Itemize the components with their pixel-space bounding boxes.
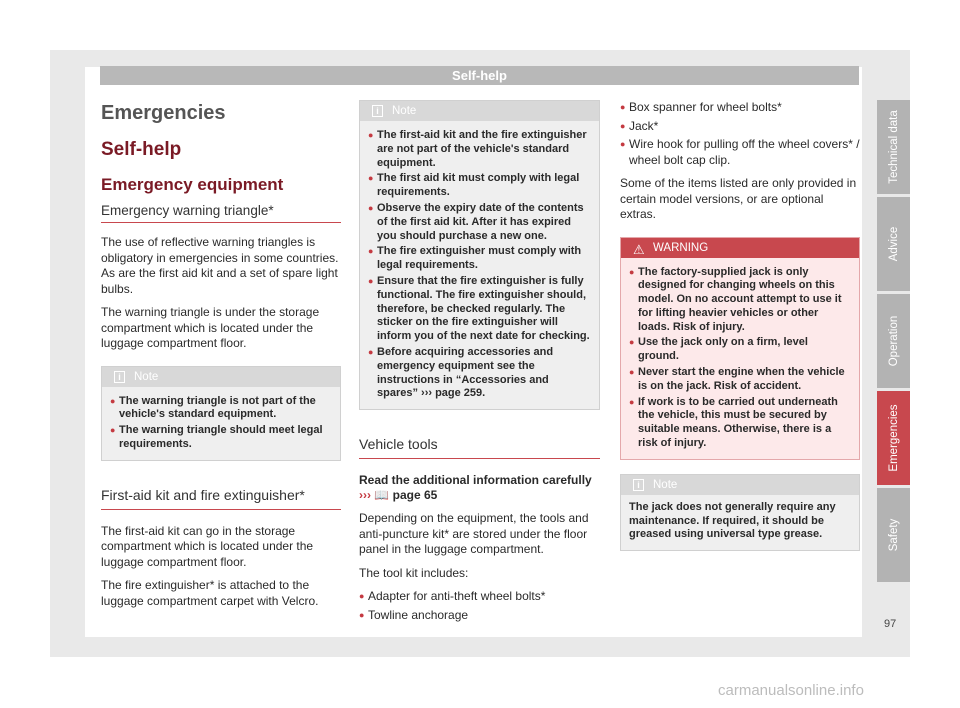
tab-emergencies[interactable] <box>877 391 910 485</box>
note-item: ● The warning triangle is not part of the vehicle's standard equipment. <box>110 395 332 423</box>
note-header <box>102 367 340 387</box>
column-2 <box>359 100 600 623</box>
note-item: ● The warning triangle should meet legal requirements. <box>110 424 332 452</box>
warning-item: ● Never start the engine when the vehicle is on the jack. Risk of accident. <box>629 366 851 394</box>
book-icon: 📖 <box>374 488 390 503</box>
paragraph: The first-aid kit can go in the storage compartment which is located under the luggage compartment floor. <box>101 523 314 569</box>
warning-title: WARNING <box>653 241 709 254</box>
list-item: ● Towline anchorage <box>359 608 600 624</box>
info-icon: i <box>633 479 644 491</box>
list-item: ● Box spanner for wheel bolts* <box>620 100 860 116</box>
info-icon: i <box>372 105 383 117</box>
note-box <box>101 366 341 461</box>
tab-technical-data[interactable] <box>877 100 910 194</box>
warning-item: ● If work is to be carried out underneath the vehicle, this must be secured by suitable means. Otherwise, there is a risk of injury. <box>629 396 851 451</box>
chapter-title: Emergencies <box>101 102 226 124</box>
watermark: carmanualsonline.info <box>718 682 864 699</box>
note-item: ● Observe the expiry date of the contents of the first aid kit. After it has expired you should purchase a new one. <box>368 202 591 243</box>
warning-header <box>621 238 859 258</box>
paragraph: The tool kit includes: <box>359 565 469 580</box>
section-heading: First-aid kit and fire extinguisher* <box>101 487 341 510</box>
warning-icon: ⚠ <box>633 241 645 257</box>
note-text: The jack does not generally require any maintenance. If required, it should be greased using universal type grease. <box>629 500 836 541</box>
chevron-right-icon: ››› <box>359 488 371 503</box>
list-item: ● Adapter for anti-theft wheel bolts* <box>359 589 600 605</box>
tab-label: Advice <box>887 226 900 262</box>
note-title: Note <box>134 370 159 383</box>
paragraph: The fire extinguisher* is attached to the luggage compartment carpet with Velcro. <box>101 578 319 608</box>
tab-label: Technical data <box>887 110 900 184</box>
section-title: Self-help <box>101 139 182 160</box>
read-more-text: Read the additional information carefully <box>359 473 592 488</box>
tab-operation[interactable] <box>877 294 910 388</box>
note-item: ● Ensure that the fire extinguisher is fully functional. The fire extinguisher should, therefore, be checked regularly. The sticker on the fire extinguisher will inform you of the next date for checking. <box>368 275 591 344</box>
tab-safety[interactable] <box>877 488 910 582</box>
page-link[interactable]: page 65 <box>392 488 438 503</box>
note-box <box>620 474 860 551</box>
topic-heading: Emergency warning triangle* <box>101 203 341 223</box>
column-3 <box>620 100 860 551</box>
note-title: Note <box>653 478 678 491</box>
note-item: ● The first aid kit must comply with legal requirements. <box>368 172 591 200</box>
paragraph: Depending on the equipment, the tools and anti-puncture kit* are stored under the floor panel in the luggage compartment. <box>359 511 589 557</box>
note-item: ● The first-aid kit and the fire extinguisher are not part of the vehicle's standard equipment. <box>368 129 591 170</box>
warning-box <box>620 237 860 460</box>
warning-item: ● Use the jack only on a firm, level ground. <box>629 336 851 364</box>
running-header: Self-help <box>100 66 859 85</box>
chapter-tabs <box>877 100 910 585</box>
info-icon: i <box>114 371 125 383</box>
note-item: ● The fire extinguisher must comply with legal requirements. <box>368 245 591 273</box>
paragraph: The warning triangle is under the storage compartment which is located under the luggage compartment floor. <box>101 305 320 350</box>
tab-label: Emergencies <box>887 404 900 472</box>
tab-label: Operation <box>887 315 900 367</box>
note-box <box>359 100 600 410</box>
tab-advice[interactable] <box>877 197 910 291</box>
note-header <box>360 101 599 121</box>
section-heading: Vehicle tools <box>359 436 600 459</box>
column-1 <box>101 96 341 609</box>
note-header <box>621 475 859 495</box>
tab-label: Safety <box>887 518 900 552</box>
paragraph: Some of the items listed are only provided in certain model versions, or are optional extras. <box>620 176 857 221</box>
page-number: 97 <box>884 618 897 630</box>
note-item[interactable]: ● Before acquiring accessories and emergency equipment see the instructions in “Accessories and spares” ››› page 259. <box>368 346 591 401</box>
note-title: Note <box>392 105 417 117</box>
paragraph: The use of reflective warning triangles is obligatory in emergencies in some countries. As are the first aid kit and a set of spare light bulbs. <box>101 235 339 296</box>
subsection-title: Emergency equipment <box>101 175 284 194</box>
warning-item: ● The factory-supplied jack is only designed for changing wheels on this model. On no account attempt to use it for lifting heavier vehicles or other loads. Risk of injury. <box>629 266 851 335</box>
read-more[interactable] <box>359 473 600 503</box>
list-item: ● Jack* <box>620 119 860 135</box>
list-item: ● Wire hook for pulling off the wheel covers* / wheel bolt cap clip. <box>620 137 860 168</box>
